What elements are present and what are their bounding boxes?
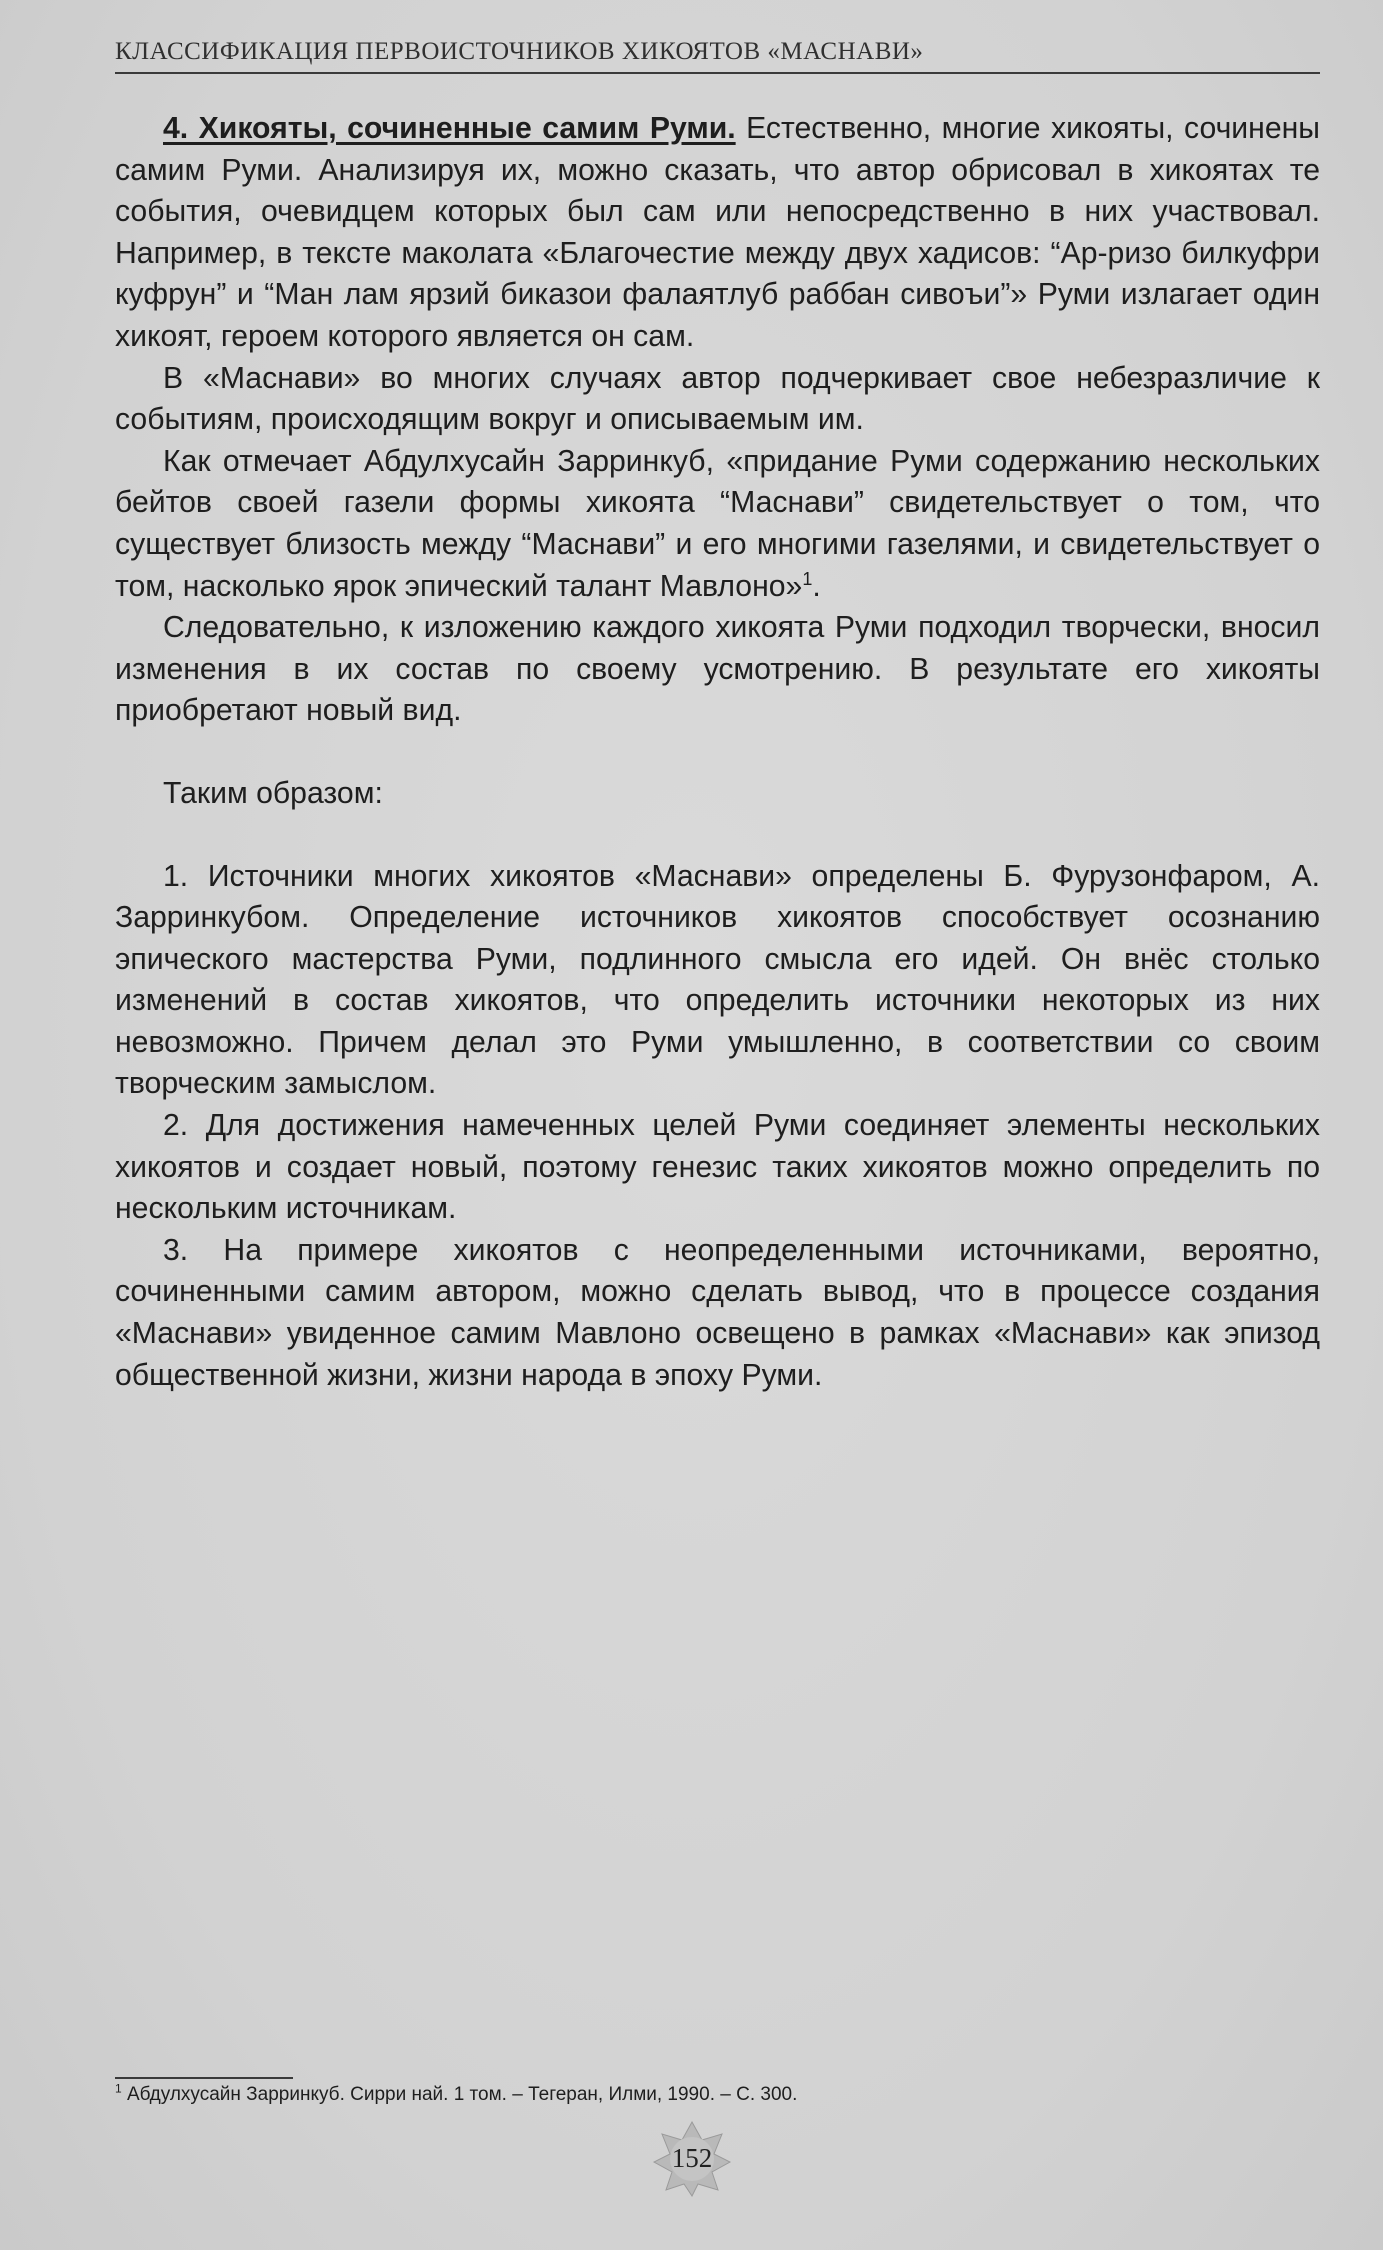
conclusion-item-1: 1. Источники многих хикоятов «Маснави» определены Б. Фурузонфаром, А. Зарринкубом. Определение источников хикоятов способствует осознанию эпического мастерства Руми, подлинного смысла его идей. Он внёс столько изменений в состав хикоятов, что определить источники некоторых из них невозможно. Причем делал это Руми умышленно, в соответствии со своим творческим замыслом. bbox=[115, 859, 1320, 1101]
running-header: КЛАССИФИКАЦИЯ ПЕРВОИСТОЧНИКОВ ХИКОЯТОВ «МАСНАВИ» bbox=[115, 38, 924, 65]
footnote-text: Абдулхусайн Зарринкуб. Сирри най. 1 том. – Тегеран, Илми, 1990. – С. 300. bbox=[121, 2084, 798, 2105]
conclusion-item-2: 2. Для достижения намеченных целей Руми соединяет элементы нескольких хикоятов и создает новый, поэтому генезис таких хикоятов можно определить по нескольким источникам. bbox=[115, 1109, 1320, 1226]
paragraph-4: Следовательно, к изложению каждого хикоята Руми подходил творчески, вносил изменения в их состав по своему усмотрению. В результате его хикояты приобретают новый вид. bbox=[115, 611, 1320, 728]
paragraph-2: В «Маснави» во многих случаях автор подчеркивает свое небезразличие к событиям, происходящим вокруг и описываемым им. bbox=[115, 361, 1320, 437]
page-number: 152 bbox=[671, 2143, 713, 2173]
footnote-marker: 1 bbox=[115, 2081, 122, 2096]
page-number-badge bbox=[652, 2118, 732, 2198]
conclusion-intro: Таким образом: bbox=[163, 776, 383, 810]
footnote-reference[interactable]: 1 bbox=[802, 568, 813, 589]
paragraph-text: Как отмечает Абдулхусайн Зарринкуб, «придание Руми содержанию нескольких бейтов своей газели формы хикоята “Маснави” свидетельствует о том, что существует близость между “Маснави” и его многими газелями, и свидетельствует о том, насколько ярок эпический талант Мавлоно» bbox=[115, 444, 1320, 603]
section-heading: 4. Хикояты, сочиненные самим Руми. bbox=[163, 112, 736, 145]
footnote-rule bbox=[115, 2077, 293, 2079]
main-text bbox=[115, 108, 1320, 1396]
paragraph-1 bbox=[115, 108, 1320, 358]
paragraph-end: . bbox=[812, 569, 821, 603]
footnote bbox=[115, 2082, 1320, 2108]
conclusion-item-3: 3. На примере хикоятов с неопределенными источниками, вероятно, сочиненными самим автором, можно сделать вывод, что в процессе создания «Маснави» увиденное самим Мавлоно освещено в рамках «Маснави» как эпизод общественной жизни, жизни народа в эпоху Руми. bbox=[115, 1233, 1320, 1392]
paragraph-3 bbox=[115, 441, 1320, 607]
paragraph-text: Естественно, многие хикояты, сочинены самим Руми. Анализируя их, можно сказать, что автор обрисовал в хикоятах те события, очевидцем которых был сам или непосредственно в них участвовал. Например, в тексте маколата «Благочестие между двух хадисов: “Ар-ризо билкуфри куфрун” и “Ман лам ярзий биказои фалаятлуб раббан сивоъи”» Руми излагает один хикоят, героем которого является он сам. bbox=[115, 112, 1320, 353]
header-rule bbox=[115, 72, 1320, 74]
